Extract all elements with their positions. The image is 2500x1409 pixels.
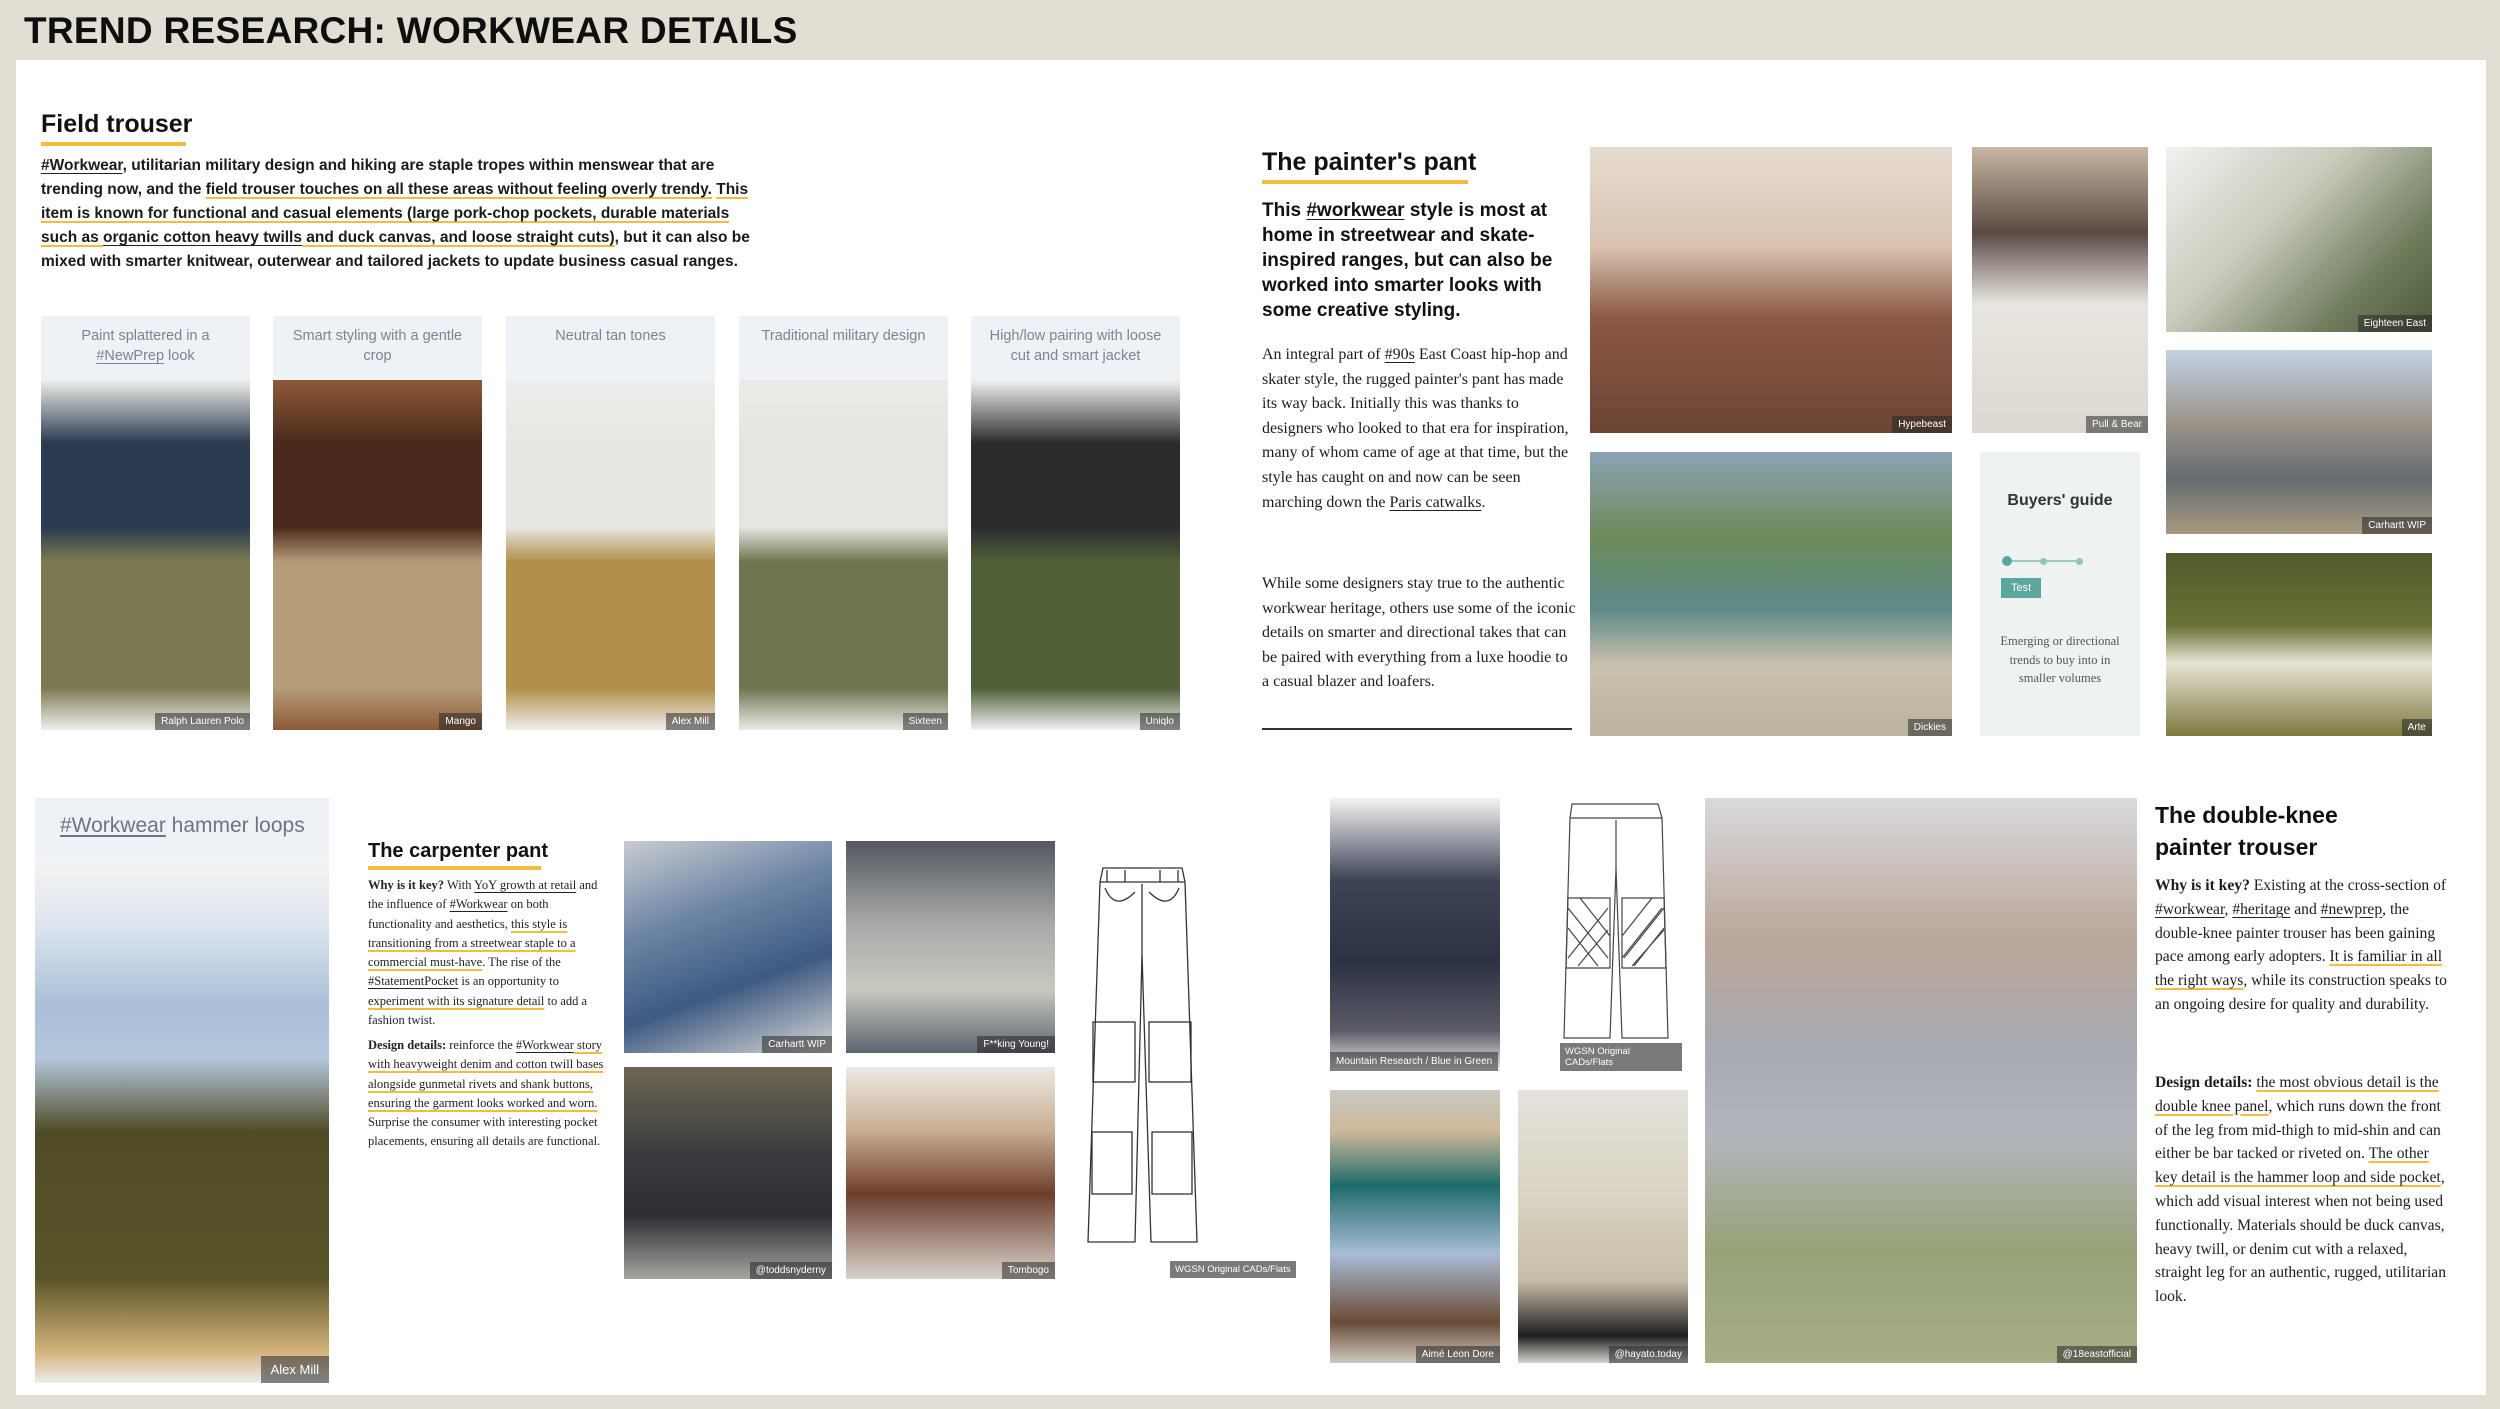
photo-credit: Uniqlo: [1140, 713, 1180, 730]
text-segment: reinforce the: [446, 1038, 516, 1052]
hammer-loops-photo: [35, 860, 329, 1383]
carpenter-photo-toddsnyder: [624, 1067, 832, 1279]
photo-credit: Hypebeast: [1892, 416, 1952, 433]
text-segment: , which add visual interest when not being used functionally. Materials should be duck canvas, heavy twill, or denim cut with a relaxed, straight leg for an authentic, rugged, utilitarian look.: [2155, 1169, 2446, 1306]
double-knee-why-text: [2155, 877, 2447, 1013]
buyers-guide-dot-active: [2002, 556, 2012, 566]
card-caption: [41, 316, 250, 380]
carpenter-why: [368, 876, 613, 1030]
caption-text: look: [164, 348, 195, 364]
caption-text: High/low pairing with loose cut and smart jacket: [989, 328, 1162, 364]
buyers-guide-dot: [2076, 558, 2083, 565]
inline-link[interactable]: #workwear: [2155, 900, 2225, 918]
text-segment: field trouser touches on all these areas without feeling overly trendy.: [205, 181, 712, 198]
carpenter-design: [368, 1036, 613, 1152]
design-label: Design details:: [2155, 1074, 2253, 1091]
double-knee-heading: The double-knee painter trouser: [2155, 802, 2338, 860]
photo-credit: Aimé Leon Dore: [1416, 1346, 1500, 1363]
buyers-guide-dot: [2040, 558, 2047, 565]
card-photo: [273, 380, 482, 730]
eighteen-east-photo: [2166, 147, 2432, 332]
text-segment: Existing at the cross-section of: [2249, 877, 2447, 894]
buyers-guide-card: [1980, 452, 2140, 736]
field-trouser-heading: Field trouser: [41, 110, 193, 138]
p1-text: An integral part of: [1262, 346, 1385, 363]
90s-link[interactable]: #90s: [1384, 346, 1415, 363]
text-segment: This item is known for functional and casual elements (large pork-chop pockets, durable materials such as: [41, 181, 749, 246]
photo-credit: Dickies: [1908, 719, 1952, 736]
section-divider: [1262, 728, 1572, 730]
painters-pant-heading: The painter's pant: [1262, 148, 1477, 176]
text-segment: and duck canvas, and loose straight cuts): [302, 229, 615, 246]
trouser-sketch-icon: [1085, 862, 1200, 1247]
card-photo: [739, 380, 948, 730]
photo-credit: @18eastofficial: [2057, 1346, 2137, 1363]
photo-credit: Carhartt WIP: [762, 1036, 832, 1053]
inline-link[interactable]: organic cotton heavy twills: [103, 229, 302, 246]
carpenter-why-text: [368, 878, 597, 1027]
field-trouser-section: [41, 110, 192, 139]
photo-credit: WGSN Original CADs/Flats: [1560, 1043, 1682, 1071]
painters-pant-paragraph-1: [1262, 343, 1577, 515]
p1-text-3: .: [1481, 493, 1486, 511]
double-knee-flat-sketch: [1550, 798, 1682, 1071]
inline-link[interactable]: YoY growth at retail: [474, 878, 577, 892]
text-segment: the most obvious detail is the double knee panel: [2155, 1074, 2439, 1115]
card-photo: [971, 380, 1180, 730]
why-label: Why is it key?: [368, 878, 445, 892]
text-segment: , while its construction speaks to an ongoing desire for quality and durability.: [2155, 972, 2447, 1013]
painters-pant-paragraph-2: While some designers stay true to the authentic workwear heritage, others use some of the iconic details on smarter and directional takes that can be paired with everything from a luxe hoodie to a casual blazer and loafers.: [1262, 575, 1576, 691]
text-segment: It is familiar in all the right ways: [2155, 948, 2443, 990]
text-segment: is an opportunity to: [458, 974, 559, 989]
text-segment: to add a fashion twist.: [368, 993, 588, 1028]
carpenter-photo-carhartt: [624, 841, 832, 1053]
card-caption: [273, 316, 482, 380]
carpenter-photo-tombogo: [846, 1067, 1055, 1279]
inline-link[interactable]: #Workwear: [41, 157, 123, 174]
arte-photo: [2166, 553, 2432, 736]
text-segment: and the influence of: [368, 878, 598, 912]
carpenter-design-text: [368, 1038, 603, 1148]
double-knee-photo-ald: [1330, 1090, 1500, 1363]
text-segment: on both functionality and aesthetics,: [368, 897, 549, 931]
inline-link[interactable]: #StatementPocket: [368, 974, 459, 989]
field-trouser-body: [41, 154, 761, 274]
page-title: TREND RESEARCH: WORKWEAR DETAILS: [24, 10, 798, 51]
text-segment: . The rise of the: [482, 955, 561, 970]
double-knee-main-photo: [1705, 798, 2137, 1363]
photo-credit: Mango: [439, 713, 482, 730]
carhartt-wip-photo: [2166, 350, 2432, 534]
double-knee-why: [2155, 874, 2450, 1017]
painters-pant-section: [1262, 148, 1476, 177]
double-knee-photo-hayato: [1518, 1090, 1688, 1363]
workwear-link[interactable]: #workwear: [1306, 200, 1405, 221]
card-caption: [971, 316, 1180, 380]
photo-credit: F**king Young!: [977, 1036, 1055, 1053]
lead-text-2: style is most at home in streetwear and skate-inspired ranges, but can also be worked into smarter looks with some creative styling.: [1262, 200, 1553, 321]
text-segment: this style is transitioning from a streetwear staple to a commercial must-have: [368, 916, 576, 970]
double-knee-photo-mountain-research: [1330, 798, 1500, 1071]
photo-credit: Alex Mill: [666, 713, 715, 730]
photo-credit: Pull & Bear: [2086, 416, 2148, 433]
photo-credit: Alex Mill: [261, 1356, 329, 1383]
card-caption: [739, 316, 948, 380]
painters-pant-lead: [1262, 198, 1572, 323]
paris-catwalks-link[interactable]: Paris catwalks: [1389, 493, 1482, 511]
caption-text: Paint splattered in a: [81, 328, 210, 344]
double-knee-sketch-icon: [1550, 798, 1682, 1071]
text-segment: , which runs down the front of the leg from mid-thigh to mid-shin and can either be bar tacked or riveted on.: [2155, 1097, 2441, 1163]
text-segment: With: [444, 878, 475, 892]
photo-credit: Mountain Research / Blue in Green: [1330, 1052, 1498, 1071]
card-caption: [506, 316, 715, 380]
buyers-guide-title: Buyers' guide: [2007, 492, 2113, 509]
text-segment: experiment with its signature detail: [368, 993, 545, 1008]
card-photo: [506, 380, 715, 730]
caption-text: Smart styling with a gentle crop: [292, 328, 463, 364]
double-knee-design-text: [2155, 1074, 2446, 1305]
photo-credit: WGSN Original CADs/Flats: [1170, 1261, 1296, 1278]
hammer-loops-label: hammer loops: [165, 814, 305, 837]
design-label: Design details:: [368, 1038, 447, 1052]
text-segment: ,: [2224, 900, 2233, 918]
pull-bear-photo: [1972, 147, 2148, 433]
text-segment: and: [2290, 900, 2321, 918]
text-segment: story with heavyweight denim and cotton twill bases alongside gunmetal rivets and shank buttons, ensuring the garment looks worked and worn.: [368, 1038, 604, 1110]
p1-text-2: East Coast hip-hop and skater style, the rugged painter's pant has made its way back. Initially this was thanks to designers who looked to that era for inspiration, many of whom came of age at that time, but the style has caught on and now can be seen marching down the: [1262, 346, 1569, 511]
carpenter-heading: The carpenter pant: [368, 840, 549, 862]
hammer-loops-header: [35, 798, 329, 860]
caption-text: Neutral tan tones: [555, 328, 666, 344]
buyers-guide-tag: Test: [2001, 578, 2041, 598]
photo-credit: @hayato.today: [1609, 1346, 1688, 1363]
photo-credit: Eighteen East: [2358, 315, 2432, 332]
text-segment: , utilitarian military design and hiking are staple tropes within menswear that are trending now, and the: [41, 157, 715, 198]
text-segment: , but it can also be mixed with smarter knitwear, outerwear and tailored jackets to update business casual ranges.: [41, 229, 750, 270]
photo-credit: Carhartt WIP: [2362, 517, 2432, 534]
double-knee-design: [2155, 1071, 2450, 1309]
photo-credit: Ralph Lauren Polo: [155, 713, 250, 730]
newprep-link[interactable]: #NewPrep: [96, 348, 165, 364]
photo-credit: Sixteen: [903, 713, 948, 730]
inline-link[interactable]: #Workwear: [515, 1038, 574, 1052]
hypebeast-photo: [1590, 147, 1952, 433]
text-segment: Surprise the consumer with interesting pocket placements, ensuring all details are functional.: [368, 1115, 601, 1149]
buyers-guide-desc: Emerging or directional trends to buy into in smaller volumes: [2000, 634, 2120, 685]
workwear-link[interactable]: #Workwear: [60, 814, 166, 837]
card-photo: [41, 380, 250, 730]
why-label: Why is it key?: [2155, 877, 2250, 894]
photo-credit: Tombogo: [1002, 1262, 1055, 1279]
inline-link[interactable]: #newprep: [2320, 900, 2383, 918]
carpenter-photo-fking-young: [846, 841, 1055, 1053]
photo-credit: Arte: [2402, 719, 2432, 736]
carpenter-flat-sketch: [1085, 862, 1200, 1247]
text-segment: The other key detail is the hammer loop and side pocket: [2155, 1145, 2441, 1187]
inline-link[interactable]: #heritage: [2232, 900, 2291, 918]
caption-text: Traditional military design: [761, 328, 926, 344]
carpenter-section: [368, 840, 548, 863]
lead-text: This: [1262, 200, 1307, 221]
text-segment: , the double-knee painter trouser has been gaining pace among early adopters.: [2155, 900, 2436, 966]
photo-credit: @toddsnyderny: [750, 1262, 832, 1279]
dickies-photo: [1590, 452, 1952, 736]
inline-link[interactable]: #Workwear: [449, 897, 508, 912]
